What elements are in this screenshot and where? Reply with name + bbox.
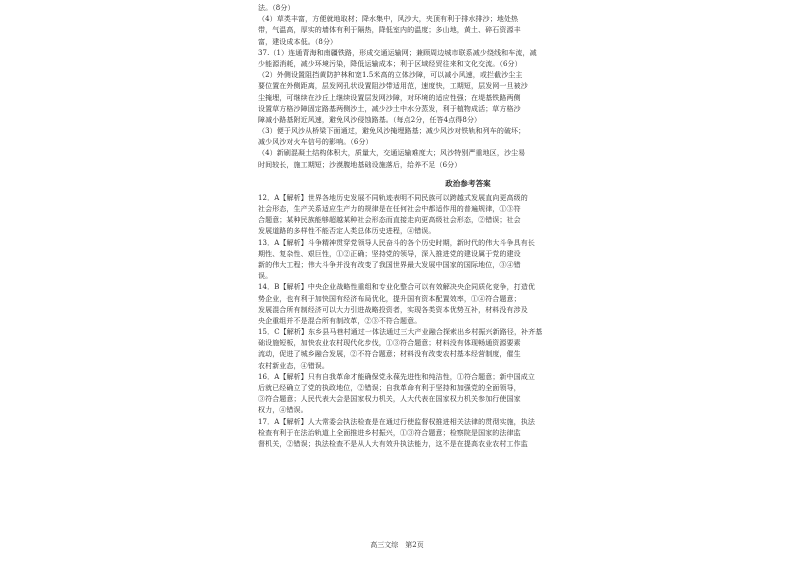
answer-line: 富，建设成本低。（8分） (258, 37, 338, 46)
answer-line: 14．B【解析】中央企业战略性重组和专业化整合可以有效解决央企同质化竞争，打造优 (258, 283, 536, 292)
answer-line: 后就已经确立了党的执政地位，②错误；自我革命有利于坚持和加强党的全面领导， (258, 384, 521, 392)
answer-line: （4）草类丰富，方便就地取材；降水集中，风沙大，夹顶有利于排水排沙；地处热 (258, 15, 519, 24)
answer-content (258, 3, 678, 450)
politics-answers (258, 193, 678, 450)
answer-line: 发展道路的多样性不能否定人类总体历史进程，④错误。 (258, 227, 436, 236)
answer-line: （3）便于风沙从桥梁下面通过，避免风沙掩埋路基；减少风沙对铁轨和列车的破坏； (258, 127, 526, 136)
answer-line: 17．A【解析】人大常委会执法检查是在通过行使监督权推进相关法律的贯彻实施，执法 (258, 417, 535, 426)
answer-line: 16．A【解析】只有自我革命才能确保党永葆先进性和纯洁性，①符合题意；新中国成立 (258, 372, 535, 381)
answer-line: 13．A【解析】斗争精神贯穿党领导人民奋斗的各个历史时期，新时代的伟大斗争具有长 (258, 238, 535, 247)
answer-line: 尘掩埋，可继续在沙丘上继续设置层发网沙障，对环境的适应性强；在堤基铁路两侧 (258, 93, 521, 102)
answer-line: 督机关，②错误；执法检查不是从人大有效升执法能力，这不是在提高农业农村工作监 (258, 439, 528, 448)
answer-line: 农村新业态，④错误。 (258, 361, 329, 370)
answer-line: 误。 (258, 272, 273, 281)
answer-line: 减少风沙对火车信号的影响。（6分） (258, 138, 373, 147)
answer-line: 发展混合所有制经济可以大力引进战略投资者，实现各类资本优势互补，材料没有涉及 (258, 305, 528, 314)
answer-line: 流动，促进了城乡融合发展，②不符合题意；材料没有改变农村基本经营制度，催生 (258, 350, 521, 359)
answer-line: 带，气温高，厚实的墙体有利于隔热，降低室内的温度；多山地，黄土、碎石资源丰 (258, 26, 521, 35)
answer-line: 15．C【解析】东乡县马巷村通过一体法通过三大产业融合探索出乡村振兴新路径，补齐基 (258, 328, 543, 337)
answer-line: 央企重组并不是混合所有制改革，②③不符合题意。 (258, 316, 422, 325)
answer-line: 期性、复杂性、艰巨性，①②正确；坚持党的领导，深入推进党的建设属于党的建设 (258, 249, 521, 258)
answer-line: 37.（1）连通青海和南疆铁路，形成交通运输网；兼顾周边城市联系减少绕线和车流，减 (258, 48, 537, 57)
answer-line: 障减小路基附近风速，避免风沙侵蚀路基。（每点2分，任答4点得8分） (258, 115, 482, 124)
answer-line: 法。（8分） (258, 4, 295, 12)
answer-line: 时间较长，施工期短；沙漠腹地基础设施落后，给养不足（6分） (258, 160, 462, 169)
answer-line: ③符合题意；人民代表大会是国家权力机关，人大代表在国家权力机关参加行使国家 (258, 395, 521, 404)
section-title: 政治参考答案 (445, 178, 491, 188)
answer-line: 权力，④错误。 (258, 406, 308, 415)
answer-line: 势企业，也有利于加快国有经济布局优化，提升国有资本配置效率，①④符合题意； (258, 294, 521, 303)
answer-line: （4）新刷混凝土结构体积大，质量大，交通运输难度大；风沙特别严重地区，沙尘易 (258, 149, 526, 158)
answer-line: 12．A【解析】世界各地历史发展不同轨迹表明不同民族可以跨越式发展直向更高级的 (258, 193, 528, 202)
page-footer: 高三文综 第2页 (370, 541, 424, 549)
answer-line: 少能源消耗，减少环境污染，降低运输成本；利于区域经贸往来和文化交流。（6分） (258, 59, 522, 68)
answer-line: 要位置在外侧距离，层发网孔状设置阻沙带适用范，速度快，工期短，层发网一旦被沙 (258, 82, 528, 91)
answer-line: 合题意；某种民族能够超越某种社会形态而直接走向更高级社会形态，②错误；社会 (258, 216, 521, 225)
answer-line: 新的伟大工程；伟大斗争并没有改变了我国世界最大发展中国家的国际地位，③④错 (258, 260, 521, 269)
answer-line: 础设施短板，加快农业农村现代化步伐，①③符合题意；材料没有体现畅通资源要素 (258, 339, 521, 348)
answer-line: 社会形态，生产关系适应生产力的规律是在任何社会中都适作用的普遍规律，①③符 (258, 205, 521, 213)
answer-line: 设置草方格沙障固定路基两侧沙土，减少沙土中水分蒸发，利于植物成活；草方格沙 (258, 104, 521, 113)
answer-line: （2）外侧设置阻挡黄防护林和宽1.5米高的立体沙障，可以减小风速，或拦截沙尘主 (258, 71, 523, 80)
geography-answers (258, 3, 678, 171)
answer-line: 检查有利于在法治轨道上全面推进乡村振兴，①③符合题意；检察院是国家的法律监 (258, 428, 521, 437)
